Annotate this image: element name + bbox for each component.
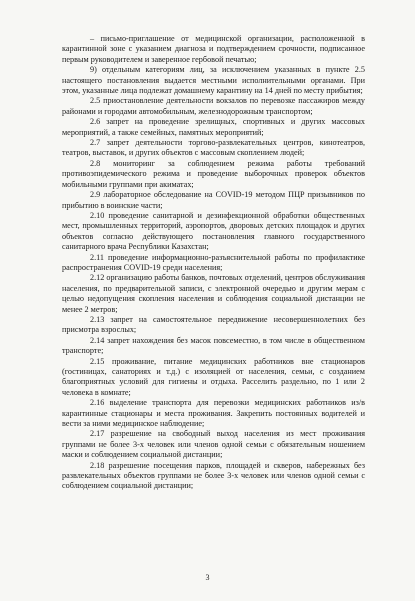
paragraph-2-18: 2.18 разрешение посещения парков, площадей и скверов, набережных без развлекательных объектов группами не более 3-х человек или членов одной семьи с соблюдением социальной дистанции; (62, 460, 365, 491)
paragraph-2-12: 2.12 организацию работы банков, почтовых отделений, центров обслуживания населения, по предварительной записи, с электронной очередью и другим мерам с целью недопущения скопления населения и соблюдения социальной дистанции не менее 2 метров; (62, 273, 365, 314)
paragraph-2-8: 2.8 мониторинг за соблюдением режима работы требований противоэпидемического режима и проведение выборочных проверок объектов мобильными группами при акиматах; (62, 158, 365, 189)
paragraph-2-5: 2.5 приостановление деятельности вокзалов по перевозке пассажиров между районами и городами автомобильным, железнодорожным транспортом; (62, 96, 365, 116)
paragraph-2-14: 2.14 запрет нахождения без масок повсеместно, в том числе в общественном транспорте; (62, 335, 365, 356)
paragraph-2-10: 2.10 проведение санитарной и дезинфекционной обработки общественных мест, промышленных территорий, аэропортов, дворовых детских площадок и других объектов согласно действующего постановления главного государственного санитарного врача Республики Казахстан; (62, 210, 365, 252)
paragraph-2-11: 2.11 проведение информационно-разъяснительной работы по профилактике распространения COVID-19 среди населения; (62, 252, 365, 272)
paragraph-item-9: 9) отдельным категориям лиц, за исключением указанных в пункте 2.5 настоящего постановления выдается местными исполнительными органами. При этом, указанные лица подлежат домашнему карантину на 14 дней по месту прибытия; (62, 65, 365, 96)
paragraph-2-6: 2.6 запрет на проведение зрелищных, спортивных и других массовых мероприятий, а также семейных, памятных мероприятий; (62, 117, 365, 137)
page-number: 3 (205, 573, 210, 582)
paragraph-2-13: 2.13 запрет на самостоятельное передвижение несовершеннолетних без присмотра взрослых; (62, 314, 365, 335)
document-body (62, 34, 365, 492)
paragraph-2-7: 2.7 запрет деятельности торгово-развлекательных центров, кинотеатров, театров, выставок, и других объектов с массовым скоплением людей; (62, 138, 365, 158)
paragraph-2-9: 2.9 лабораторное обследование на COVID-19 методом ПЦР призывников по прибытию в воинские части; (62, 190, 365, 210)
paragraph-letter-invitation: – письмо-приглашение от медицинской организации, расположенной в карантинной зоне с указанием диагноза и подтверждением срочности, подписанное первым руководителем и заверенное гербовой печатью; (62, 34, 365, 64)
paragraph-2-15: 2.15 проживание, питание медицинских работников вне стационаров (гостиницах, санаториях и т.д.) с изоляцией от населения, семьи, с созданием благоприятных условий для гигиены и отдыха. Расселить раздельно, по 1 или 2 человека в комнате; (62, 356, 365, 397)
paragraph-2-16: 2.16 выделение транспорта для перевозки медицинских работников из/в карантинные стационары и места проживания. Закрепить постоянных водителей и вести за ними медицинское наблюдение; (62, 398, 365, 429)
paragraph-2-17: 2.17 разрешение на свободный выход населения из мест проживания группами не более 3-х человек или членов одной семьи с обязательным ношением маски и соблюдением социальной дистанции; (62, 429, 365, 460)
